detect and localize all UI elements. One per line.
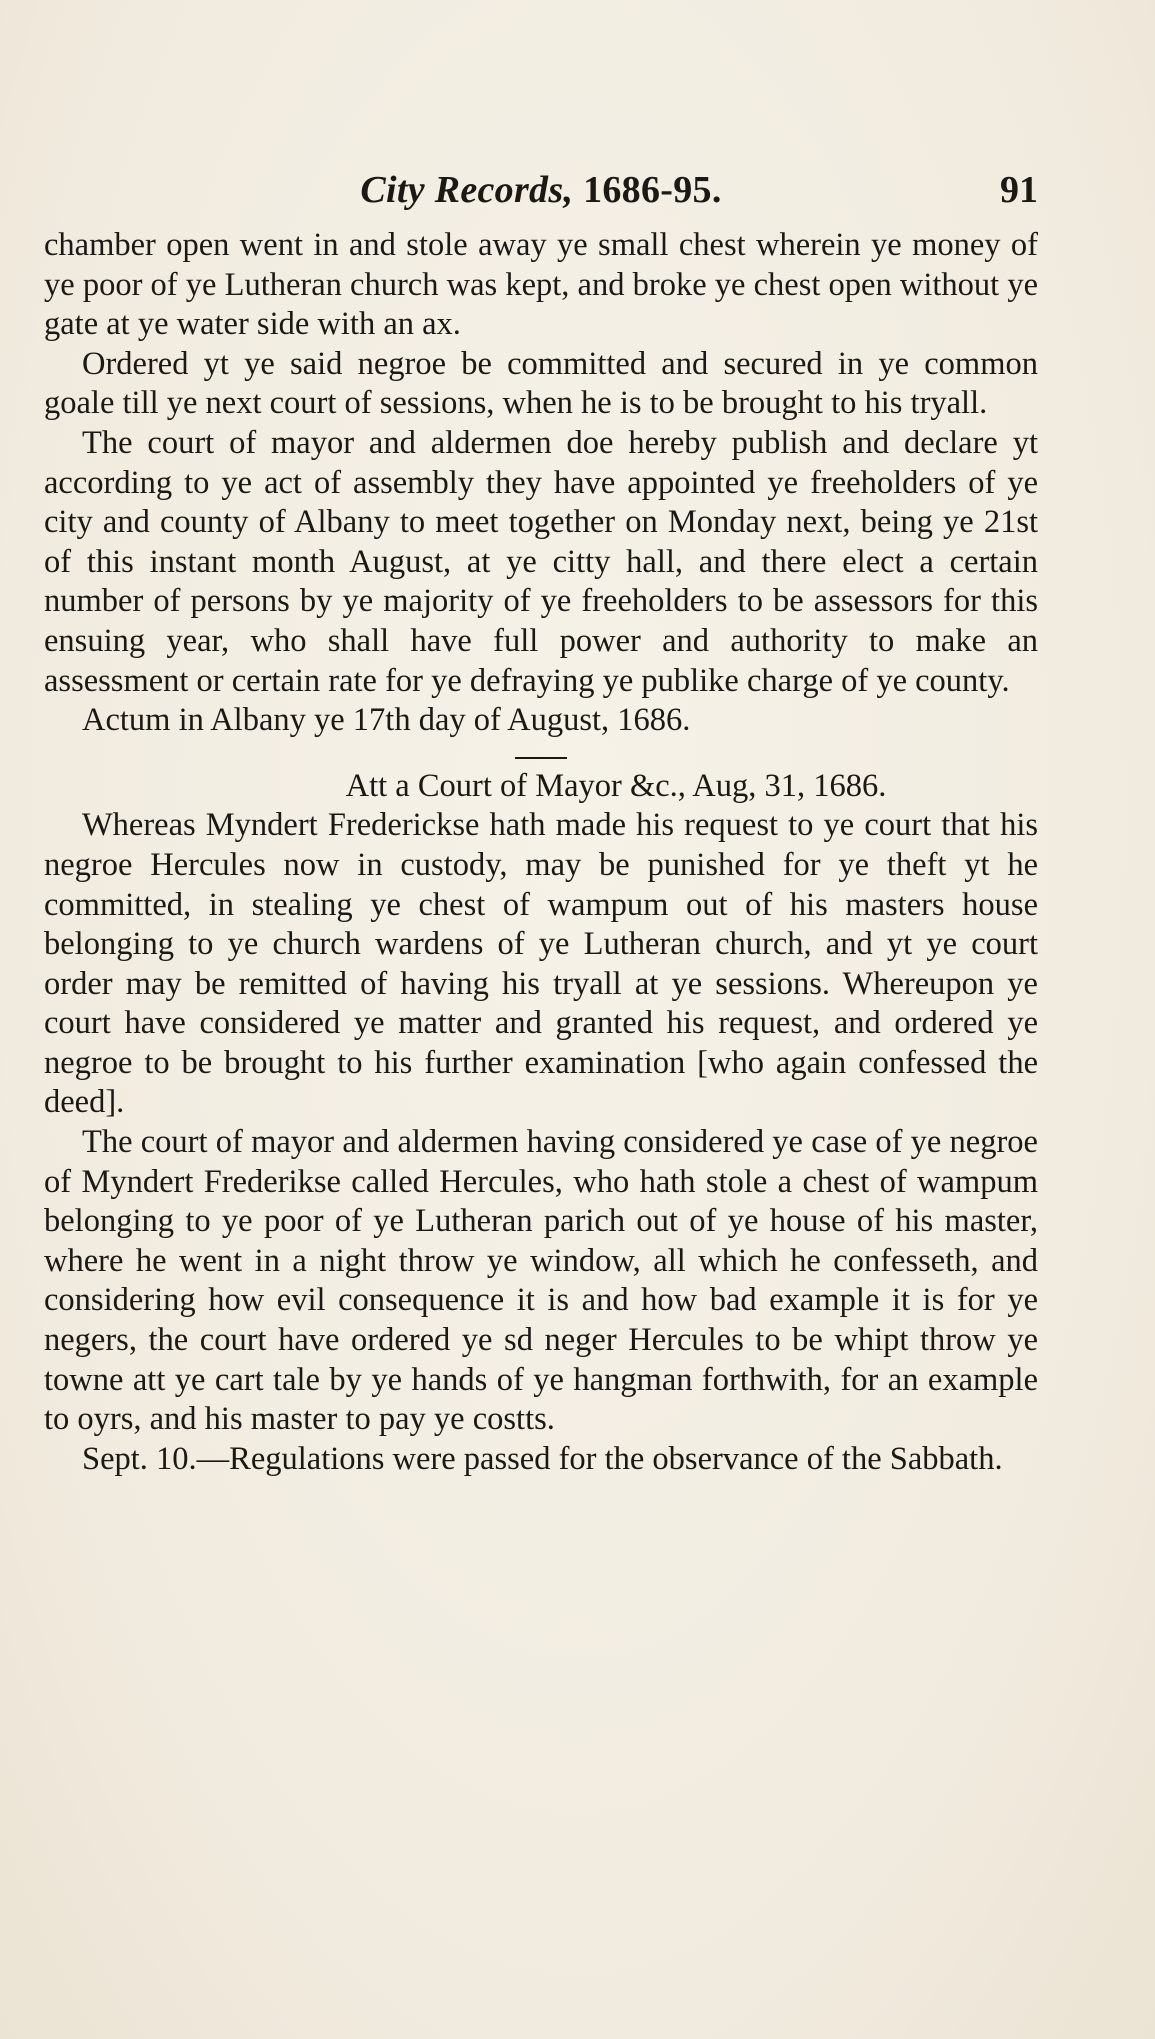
- running-title-years: 1686-95.: [583, 169, 722, 211]
- court-heading: Att a Court of Mayor &c., Aug, 31, 1686.: [345, 767, 887, 804]
- running-title-italic: City Records,: [360, 169, 574, 211]
- paragraph: chamber open went in and stole away ye small chest wherein ye money of ye poor of ye Lutheran church was kept, and broke ye chest open without ye gate at ye water side with an ax.: [44, 227, 1038, 343]
- paragraph: Sept. 10.—Regulations were passed for the observance of the Sabbath.: [82, 1440, 1003, 1477]
- paragraph: The court of mayor and aldermen having considered ye case of ye negroe of Myndert Frederikse called Hercules, who hath stole a chest of wampum belonging to ye poor of ye Lutheran parich out of ye house of his master, where he went in a night throw ye window, all which he confesseth, and considering how evil consequence it is and how bad example it is for ye negers, the court have ordered ye sd neger Hercules to be whipt throw ye towne att ye cart tale by ye hands of ye hangman forthwith, for an example to oyrs, and his master to pay ye costts.: [44, 1124, 1038, 1438]
- paragraph: The court of mayor and aldermen doe hereby publish and declare yt according to ye act of assembly they have appointed ye freeholders of ye city and county of Albany to meet together on Monday next, being ye 21st of this instant month August, at ye citty hall, and there elect a certain number of persons by ye majority of ye freeholders to be assessors for this ensuing year, who shall have full power and authority to make an assessment or certain rate for ye defraying ye publike charge of ye county.: [44, 424, 1038, 699]
- paragraph: Ordered yt ye said negroe be committed and secured in ye common goale till ye next court of sessions, when he is to be brought to his tryall.: [44, 345, 1038, 422]
- body-text: [44, 226, 1038, 1479]
- paragraph: Whereas Myndert Frederickse hath made his request to ye court that his negroe Hercules now in custody, may be punished for ye theft yt he committed, in stealing ye chest of wampum out of his masters house belonging to ye church wardens of ye Lutheran church, and yt ye court order may be remitted of having his tryall at ye sessions. Whereupon ye court have considered ye matter and granted his request, and ordered ye negroe to be brought to his further examination [who again confessed the deed].: [44, 807, 1038, 1121]
- running-title: [44, 168, 1038, 212]
- running-head: [44, 168, 1038, 216]
- section-rule: [515, 757, 567, 759]
- page-number: 91: [1000, 169, 1038, 211]
- paragraph: Actum in Albany ye 17th day of August, 1686.: [82, 702, 691, 739]
